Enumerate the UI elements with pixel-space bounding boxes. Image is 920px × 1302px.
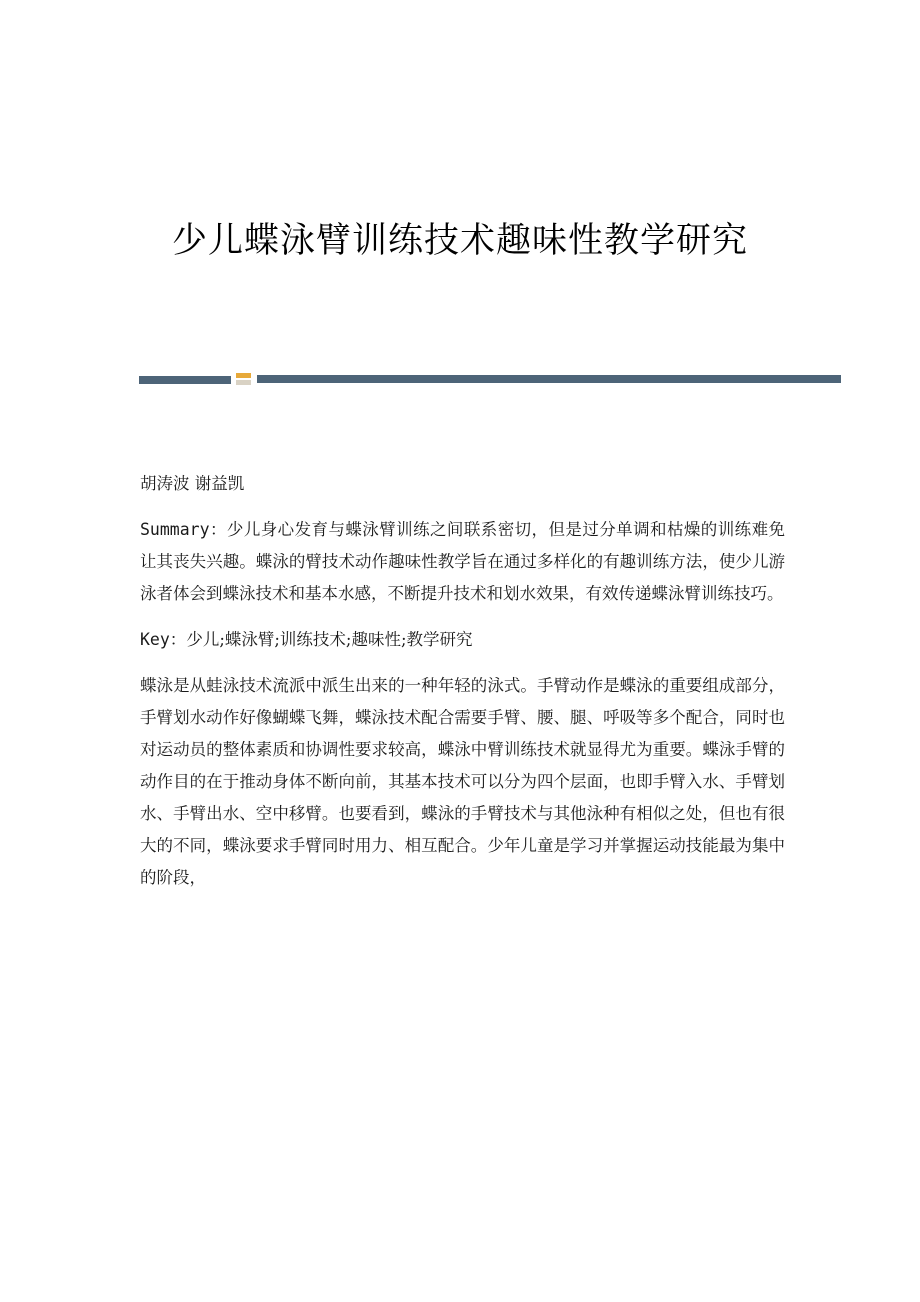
summary-label: Summary： [140,520,227,539]
keywords-label: Key： [140,630,187,649]
authors: 胡涛波 谢益凯 [140,474,245,493]
document-body [140,468,785,908]
keywords-text: 少儿;蝶泳臂;训练技术;趣味性;教学研究 [186,630,473,649]
body-paragraph: 蝶泳是从蛙泳技术流派中派生出来的一种年轻的泳式。手臂动作是蝶泳的重要组成部分，手臂划水动作好像蝴蝶飞舞，蝶泳技术配合需要手臂、腰、腿、呼吸等多个配合，同时也对运动员的整体素质和协调性要求较高，蝶泳中臂训练技术就显得尤为重要。蝶泳手臂的动作目的在于推动身体不断向前，其基本技术可以分为四个层面，也即手臂入水、手臂划水、手臂出水、空中移臂。也要看到，蝶泳的手臂技术与其他泳种有相似之处，但也有很大的不同，蝶泳要求手臂同时用力、相互配合。少年儿童是学习并掌握运动技能最为集中的阶段， [140,676,785,887]
title-divider [139,372,841,386]
divider-ornament-icon [236,373,251,385]
document-title: 少儿蝶泳臂训练技术趣味性教学研究 [171,221,748,261]
keywords-paragraph [140,624,785,656]
divider-bar-right [257,375,841,383]
summary-text: 少儿身心发育与蝶泳臂训练之间联系密切，但是过分单调和枯燥的训练难免让其丧失兴趣。蝶泳的臂技术动作趣味性教学旨在通过多样化的有趣训练方法，使少儿游泳者体会到蝶泳技术和基本水感，不断提升技术和划水效果，有效传递蝶泳臂训练技巧。 [140,520,785,603]
divider-bar-left [139,376,231,384]
summary-paragraph [140,514,785,610]
